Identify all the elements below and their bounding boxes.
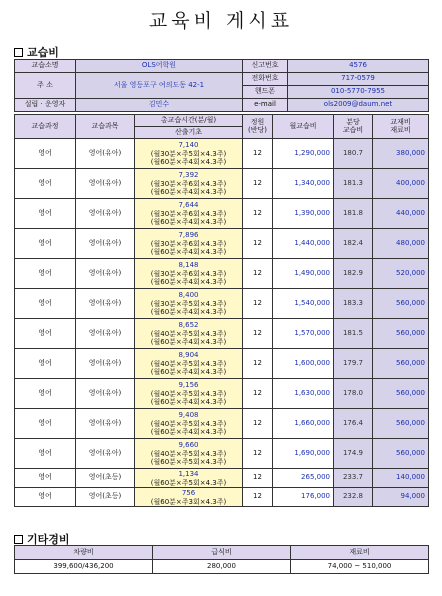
- monthly-fee-cell: 1,630,000: [273, 379, 334, 409]
- course-cell: 영어: [15, 169, 76, 199]
- total-minutes: 8,400: [178, 291, 199, 299]
- course-cell: 영어: [15, 139, 76, 169]
- time-basis-line1: (월40분×주5회×4.3주): [150, 420, 227, 428]
- owner-label: 설립 · 운영자: [15, 99, 76, 112]
- capacity-cell: 12: [243, 469, 273, 488]
- email-value: ols2009@daum.net: [288, 99, 429, 112]
- course-cell: 영어: [15, 229, 76, 259]
- time-basis-line2: (월60분×주4회×4.3주): [150, 308, 227, 316]
- time-cell: [135, 319, 243, 349]
- time-cell: [135, 199, 243, 229]
- capacity-cell: 12: [243, 409, 273, 439]
- capacity-cell: 12: [243, 169, 273, 199]
- material-fee-cell: 520,000: [373, 259, 429, 289]
- time-cell: [135, 349, 243, 379]
- per-minute-cell: 183.3: [334, 289, 373, 319]
- monthly-fee-cell: 1,290,000: [273, 139, 334, 169]
- subject-cell: 영어(초등): [76, 469, 135, 488]
- total-minutes: 8,904: [178, 351, 199, 359]
- total-minutes: 7,896: [178, 231, 199, 239]
- material-fee-cell: 560,000: [373, 379, 429, 409]
- time-basis-line2: (월60분×주4회×4.3주): [150, 248, 227, 256]
- table-row: [15, 488, 429, 507]
- course-cell: 영어: [15, 289, 76, 319]
- col-header-capacity: 정원 (반당): [243, 115, 273, 139]
- table-row: [15, 289, 429, 319]
- academy-label: 교습소명: [15, 60, 76, 73]
- course-cell: 영어: [15, 379, 76, 409]
- time-basis-line2: (월60분×주4회×4.3주): [150, 158, 227, 166]
- total-minutes: 7,140: [178, 141, 199, 149]
- capacity-cell: 12: [243, 439, 273, 469]
- capacity-cell: 12: [243, 199, 273, 229]
- time-basis-line1: (월60분×주3회×4.3주): [150, 497, 227, 506]
- material-fee-cell: 140,000: [373, 469, 429, 488]
- time-cell: [135, 469, 243, 488]
- col-header-course: 교습과정: [15, 115, 76, 139]
- other-header-material: 재료비: [291, 546, 429, 560]
- material-fee-cell: 380,000: [373, 139, 429, 169]
- time-cell: [135, 488, 243, 507]
- tuition-fee-table: [14, 114, 429, 507]
- time-cell: [135, 169, 243, 199]
- material-fee-cell: 560,000: [373, 439, 429, 469]
- capacity-cell: 12: [243, 319, 273, 349]
- academy-info-table: [14, 59, 429, 112]
- time-basis-line2: (월60분×주4회×4.3주): [150, 428, 227, 436]
- other-header-vehicle: 차량비: [15, 546, 153, 560]
- course-cell: 영어: [15, 488, 76, 507]
- table-row: [15, 259, 429, 289]
- capacity-cell: 12: [243, 289, 273, 319]
- col-header-subject: 교습과목: [76, 115, 135, 139]
- material-fee-cell: 560,000: [373, 319, 429, 349]
- per-minute-cell: 176.4: [334, 409, 373, 439]
- address-label: 주 소: [15, 73, 76, 99]
- total-minutes: 8,148: [178, 261, 199, 269]
- time-cell: [135, 229, 243, 259]
- subject-cell: 영어(유아): [76, 229, 135, 259]
- time-basis-line1: (월40분×주5회×4.3주): [150, 450, 227, 458]
- capacity-cell: 12: [243, 488, 273, 507]
- total-minutes: 9,660: [178, 441, 199, 449]
- per-minute-cell: 178.0: [334, 379, 373, 409]
- subject-cell: 영어(유아): [76, 169, 135, 199]
- col-header-monthly-fee: 월교습비: [273, 115, 334, 139]
- col-header-material: 교재비 재료비: [373, 115, 429, 139]
- page-title: 교육비 게시표: [148, 10, 294, 32]
- course-cell: 영어: [15, 259, 76, 289]
- table-row: [15, 229, 429, 259]
- other-header-meal: 급식비: [153, 546, 291, 560]
- col-header-total-time: 총교습시간(분/월): [135, 115, 243, 127]
- time-basis-line2: (월60분×주4회×4.3주): [150, 398, 227, 406]
- material-fee-cell: 480,000: [373, 229, 429, 259]
- time-cell: [135, 259, 243, 289]
- subject-cell: 영어(유아): [76, 439, 135, 469]
- subject-cell: 영어(유아): [76, 319, 135, 349]
- reg-label: 신고번호: [243, 60, 288, 73]
- total-minutes: 756: [181, 488, 196, 497]
- square-bullet-icon: [14, 48, 23, 57]
- per-minute-cell: 181.8: [334, 199, 373, 229]
- monthly-fee-cell: 1,340,000: [273, 169, 334, 199]
- section-label: 기타경비: [27, 533, 70, 546]
- subject-cell: 영어(유아): [76, 379, 135, 409]
- time-basis-line2: (월60분×주5회×4.3주): [150, 458, 227, 466]
- total-minutes: 7,392: [178, 171, 199, 179]
- time-cell: [135, 139, 243, 169]
- monthly-fee-cell: 1,660,000: [273, 409, 334, 439]
- per-minute-cell: 181.3: [334, 169, 373, 199]
- capacity-cell: 12: [243, 139, 273, 169]
- time-cell: [135, 409, 243, 439]
- per-minute-cell: 233.7: [334, 469, 373, 488]
- subject-cell: 영어(유아): [76, 349, 135, 379]
- monthly-fee-cell: 265,000: [273, 469, 334, 488]
- material-fee-cell: 560,000: [373, 409, 429, 439]
- monthly-fee-cell: 1,690,000: [273, 439, 334, 469]
- academy-value: OLS어학원: [76, 60, 243, 73]
- time-basis-line2: (월60분×주4회×4.3주): [150, 188, 227, 196]
- section-label: 교습비: [27, 46, 59, 59]
- email-label: e-mail: [243, 99, 288, 112]
- time-cell: [135, 289, 243, 319]
- course-cell: 영어: [15, 439, 76, 469]
- total-minutes: 7,644: [178, 201, 199, 209]
- time-basis-line1: (월30분×주6회×4.3주): [150, 270, 227, 278]
- time-basis-line2: (월60분×주4회×4.3주): [150, 338, 227, 346]
- table-row: [15, 319, 429, 349]
- subject-cell: 영어(유아): [76, 289, 135, 319]
- col-header-per-minute: 분당 교습비: [334, 115, 373, 139]
- col-header-basis: 산출기초: [135, 127, 243, 139]
- time-basis-line1: (월30분×주5회×4.3주): [150, 150, 227, 158]
- per-minute-cell: 174.9: [334, 439, 373, 469]
- time-basis-line2: (월60분×주4회×4.3주): [150, 218, 227, 226]
- table-row: [15, 349, 429, 379]
- mobile-label: 핸드폰: [243, 86, 288, 99]
- material-fee-cell: 440,000: [373, 199, 429, 229]
- subject-cell: 영어(유아): [76, 409, 135, 439]
- table-row: [15, 469, 429, 488]
- capacity-cell: 12: [243, 349, 273, 379]
- per-minute-cell: 179.7: [334, 349, 373, 379]
- per-minute-cell: 182.9: [334, 259, 373, 289]
- capacity-cell: 12: [243, 259, 273, 289]
- time-basis-line1: (월30분×주6회×4.3주): [150, 180, 227, 188]
- monthly-fee-cell: 1,440,000: [273, 229, 334, 259]
- owner-value: 김민수: [76, 99, 243, 112]
- total-minutes: 9,156: [178, 381, 199, 389]
- time-basis-line1: (월30분×주5회×4.3주): [150, 300, 227, 308]
- monthly-fee-cell: 1,390,000: [273, 199, 334, 229]
- course-cell: 영어: [15, 349, 76, 379]
- other-value-vehicle: 399,600/436,200: [15, 560, 153, 574]
- material-fee-cell: 400,000: [373, 169, 429, 199]
- total-minutes: 9,408: [178, 411, 199, 419]
- time-basis-line2: (월60분×주4회×4.3주): [150, 278, 227, 286]
- time-basis-line1: (월40분×주5회×4.3주): [150, 330, 227, 338]
- capacity-cell: 12: [243, 229, 273, 259]
- table-row: [15, 199, 429, 229]
- material-fee-cell: 94,000: [373, 488, 429, 507]
- course-cell: 영어: [15, 409, 76, 439]
- subject-cell: 영어(초등): [76, 488, 135, 507]
- per-minute-cell: 182.4: [334, 229, 373, 259]
- section-heading-fees: [14, 44, 59, 60]
- table-row: [15, 169, 429, 199]
- other-value-meal: 280,000: [153, 560, 291, 574]
- per-minute-cell: 181.5: [334, 319, 373, 349]
- monthly-fee-cell: 1,600,000: [273, 349, 334, 379]
- subject-cell: 영어(유아): [76, 139, 135, 169]
- time-basis-line1: (월40분×주5회×4.3주): [150, 360, 227, 368]
- table-row: [15, 379, 429, 409]
- reg-value: 4576: [288, 60, 429, 73]
- course-cell: 영어: [15, 319, 76, 349]
- time-basis-line2: (월60분×주4회×4.3주): [150, 368, 227, 376]
- time-cell: [135, 379, 243, 409]
- time-basis-line1: (월30분×주6회×4.3주): [150, 210, 227, 218]
- tel-value: 717-0579: [288, 73, 429, 86]
- other-expenses-table: [14, 545, 429, 574]
- monthly-fee-cell: 1,490,000: [273, 259, 334, 289]
- course-cell: 영어: [15, 469, 76, 488]
- time-basis-line1: (월40분×주5회×4.3주): [150, 390, 227, 398]
- subject-cell: 영어(유아): [76, 259, 135, 289]
- square-bullet-icon: [14, 535, 23, 544]
- total-minutes: 1,134: [178, 469, 199, 478]
- table-row: [15, 139, 429, 169]
- per-minute-cell: 180.7: [334, 139, 373, 169]
- monthly-fee-cell: 176,000: [273, 488, 334, 507]
- table-row: [15, 439, 429, 469]
- time-basis-line1: (월60분×주5회×4.3주): [150, 478, 227, 487]
- mobile-value: 010-5770-7955: [288, 86, 429, 99]
- monthly-fee-cell: 1,540,000: [273, 289, 334, 319]
- time-basis-line1: (월30분×주6회×4.3주): [150, 240, 227, 248]
- material-fee-cell: 560,000: [373, 289, 429, 319]
- monthly-fee-cell: 1,570,000: [273, 319, 334, 349]
- subject-cell: 영어(유아): [76, 199, 135, 229]
- tel-label: 전화번호: [243, 73, 288, 86]
- other-value-material: 74,000 ~ 510,000: [291, 560, 429, 574]
- per-minute-cell: 232.8: [334, 488, 373, 507]
- table-row: [15, 409, 429, 439]
- total-minutes: 8,652: [178, 321, 199, 329]
- material-fee-cell: 560,000: [373, 349, 429, 379]
- capacity-cell: 12: [243, 379, 273, 409]
- course-cell: 영어: [15, 199, 76, 229]
- time-cell: [135, 439, 243, 469]
- address-value: 서울 영등포구 여의도동 42-1: [76, 73, 243, 99]
